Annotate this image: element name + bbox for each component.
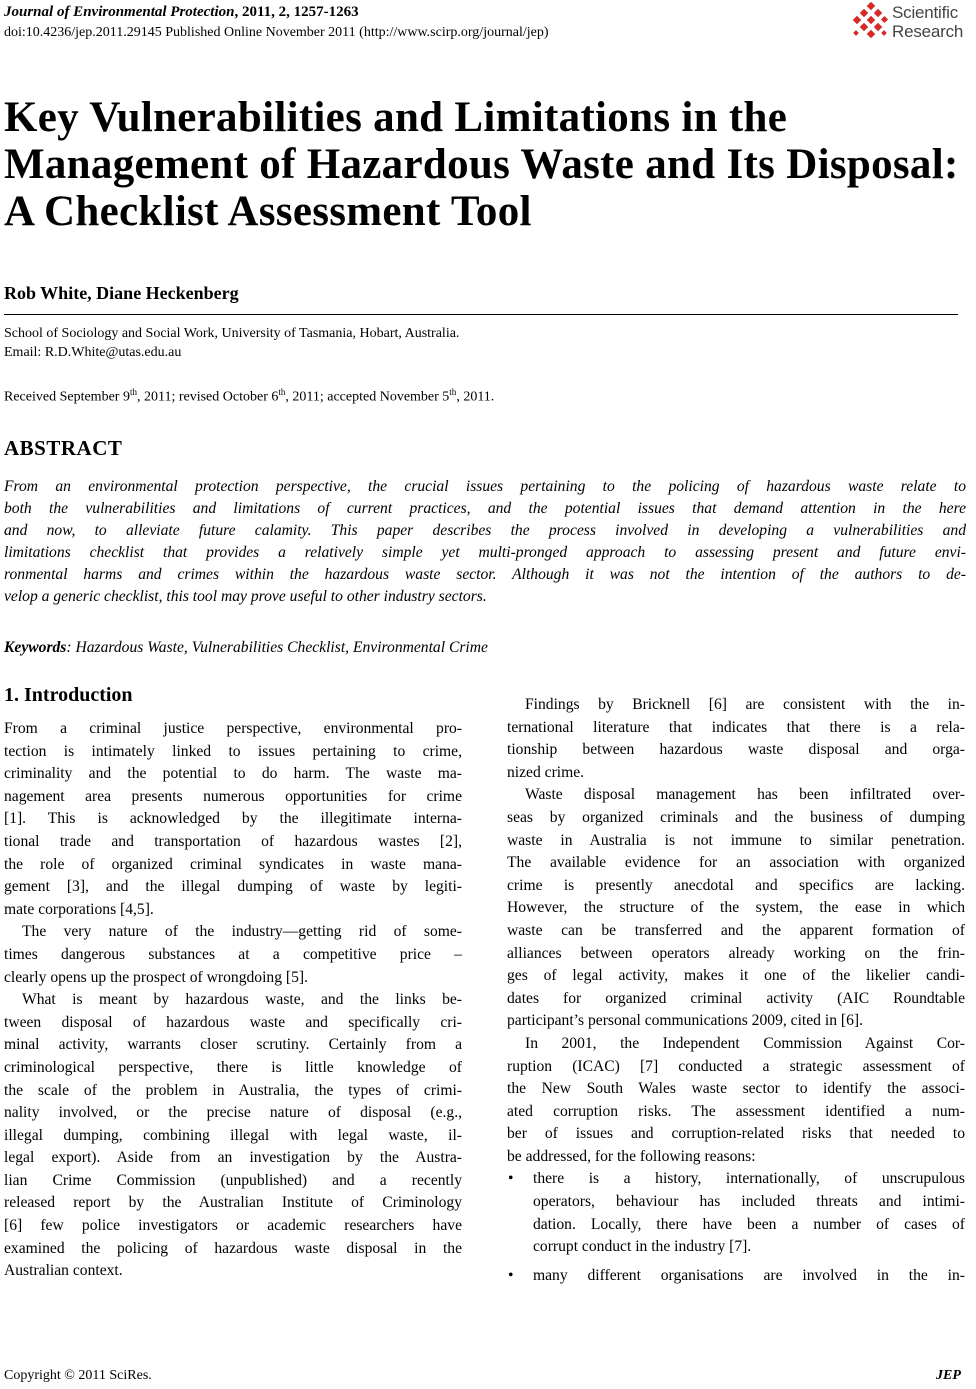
text-line: alliances between operators already working on the frin- bbox=[507, 944, 965, 962]
text-line: tional trade and transportation of hazardous wastes [2], bbox=[4, 832, 462, 850]
title-line: A Checklist Assessment Tool bbox=[4, 188, 532, 235]
affiliation: School of Sociology and Social Work, University of Tasmania, Hobart, Australia. bbox=[4, 326, 460, 341]
text-line: ternational literature that indicates that there is a rela- bbox=[507, 718, 965, 736]
text-line: However, the structure of the system, the ease in which bbox=[507, 899, 965, 917]
abstract-body bbox=[4, 476, 966, 608]
text-line: crime is presently anecdotal and specifics are lacking. bbox=[507, 876, 965, 894]
text-line: tween disposal of hazardous waste and specifically cri- bbox=[4, 1013, 462, 1031]
text-line: seas by organized criminals and the business of dumping bbox=[507, 808, 965, 826]
abstract-line: From an environmental protection perspective, the crucial issues pertaining to the policing of hazardous waste relate to bbox=[4, 478, 966, 495]
right-column bbox=[507, 694, 965, 1287]
title-line: Key Vulnerabilities and Limitations in the bbox=[4, 94, 788, 141]
publisher-logo bbox=[850, 2, 972, 44]
authors: Rob White, Diane Heckenberg bbox=[4, 283, 239, 303]
journal-volume-pages: , 2011, 2, 1257-1263 bbox=[234, 4, 359, 20]
text-line: [6] few police investigators or academic researchers have bbox=[4, 1217, 462, 1235]
logo-text-line1: Scientific bbox=[892, 3, 959, 22]
footer-copyright: Copyright © 2011 SciRes. bbox=[4, 1368, 152, 1383]
revised-text: , 2011; revised October 6 bbox=[136, 389, 279, 405]
text-line: gement [3], and the illegal dumping of waste by legiti- bbox=[4, 878, 462, 896]
text-line: Australian context. bbox=[4, 1262, 123, 1280]
paragraph bbox=[507, 694, 965, 784]
text-line: corrupt conduct in the industry [7]. bbox=[533, 1238, 752, 1256]
abstract-line: velop a generic checklist, this tool may prove useful to other industry sectors. bbox=[4, 588, 487, 605]
text-line: waste can be transferred and the apparent formation of bbox=[507, 921, 965, 939]
text-line: lian Crime Commission (unpublished) and a recently bbox=[4, 1171, 462, 1189]
paragraph bbox=[507, 1033, 965, 1169]
text-line: dates for organized criminal activity (AIC Roundtable bbox=[507, 989, 965, 1007]
text-line: released report by the Australian Institute of Criminology bbox=[4, 1194, 462, 1212]
text-line: criminality and the potential to do harm. The waste ma- bbox=[4, 765, 462, 783]
paragraph bbox=[4, 718, 462, 921]
abstract-line: ronmental harms and crimes within the hazardous waste sector. Although it was not the intention of the authors to de- bbox=[4, 566, 966, 583]
journal-citation bbox=[4, 4, 359, 21]
received-text: Received September 9 bbox=[4, 389, 130, 405]
text-line: nality involved, or the precise nature of disposal (e.g., bbox=[4, 1104, 462, 1122]
text-line: The very nature of the industry—getting rid of some- bbox=[22, 923, 462, 941]
accepted-text: , 2011; accepted November 5 bbox=[285, 389, 450, 405]
text-line: examined the policing of hazardous waste disposal in the bbox=[4, 1239, 462, 1257]
text-line: Waste disposal management has been infiltrated over- bbox=[525, 786, 965, 804]
bullet-item bbox=[507, 1168, 965, 1258]
bullet-icon: • bbox=[508, 1170, 514, 1188]
text-line: tionship between hazardous waste disposal and orga- bbox=[507, 741, 965, 759]
ordinal-suffix: th bbox=[129, 387, 137, 397]
keywords bbox=[4, 639, 488, 657]
author-divider bbox=[4, 314, 958, 315]
paragraph bbox=[507, 784, 965, 1033]
text-line: participant’s personal communications 2009, cited in [6]. bbox=[507, 1012, 863, 1030]
paragraph bbox=[4, 989, 462, 1283]
text-line: waste in Australia is not immune to similar penetration. bbox=[507, 831, 965, 849]
left-column bbox=[4, 682, 462, 1283]
section-heading-introduction: 1. Introduction bbox=[4, 684, 133, 706]
bullet-icon: • bbox=[508, 1266, 514, 1284]
text-line: many different organisations are involved in the in- bbox=[533, 1266, 965, 1284]
text-line: tection is intimately linked to issues pertaining to crime, bbox=[4, 742, 462, 760]
text-line: dation. Locally, there have been a number of cases of bbox=[533, 1215, 965, 1233]
ordinal-suffix: th bbox=[278, 387, 286, 397]
abstract-line: limitations checklist that provides a relatively simple yet multi-pronged approach to assessing present and future envi- bbox=[4, 544, 966, 561]
text-line: Findings by Bricknell [6] are consistent with the in- bbox=[525, 696, 965, 713]
author-email[interactable]: Email: R.D.White@utas.edu.au bbox=[4, 345, 182, 360]
text-line: ated corruption risks. The assessment identified a num- bbox=[507, 1102, 965, 1120]
keywords-values: : Hazardous Waste, Vulnerabilities Checklist, Environmental Crime bbox=[66, 639, 488, 656]
year-text: , 2011. bbox=[456, 389, 495, 405]
abstract-heading: ABSTRACT bbox=[4, 436, 123, 460]
text-line: nagement area presents numerous opportunities for crime bbox=[4, 787, 462, 805]
text-line: be addressed, for the following reasons: bbox=[507, 1147, 756, 1165]
text-line: The available evidence for an association with organized bbox=[507, 854, 965, 872]
text-line: nized crime. bbox=[507, 763, 585, 781]
abstract-line: both the vulnerabilities and limitations of current practices, and the potential issues that demand attention in the here bbox=[4, 500, 966, 517]
footer-journal-abbrev: JEP bbox=[936, 1368, 961, 1383]
logo-text-line2: Research bbox=[892, 22, 964, 41]
text-line: there is a history, internationally, of unscrupulous bbox=[533, 1170, 965, 1188]
text-line: criminological perspective, there is little knowledge of bbox=[4, 1058, 462, 1076]
text-line: ges of legal activity, makes it one of the likelier candi- bbox=[507, 967, 965, 985]
title-line: Management of Hazardous Waste and Its Disposal: bbox=[4, 141, 959, 188]
text-line: minal activity, warrants closer scrutiny. Certainly from a bbox=[4, 1036, 462, 1054]
abstract-line: and now, to alleviate future calamity. This paper describes the process involved in developing a vulnerabilities and bbox=[4, 522, 966, 539]
text-line: ber of issues and corruption-related risks that needed to bbox=[507, 1125, 965, 1143]
paragraph bbox=[4, 921, 462, 989]
text-line: the New South Wales waste sector to identify the associ- bbox=[507, 1080, 965, 1098]
text-line: the scale of the problem in Australia, the types of crimi- bbox=[4, 1081, 462, 1099]
text-line: From a criminal justice perspective, environmental pro- bbox=[4, 720, 462, 737]
text-line: illegal dumping, combining illegal with legal waste, il- bbox=[4, 1126, 462, 1144]
ordinal-suffix: th bbox=[449, 387, 457, 397]
text-line: mate corporations [4,5]. bbox=[4, 900, 154, 918]
paper-title bbox=[4, 94, 974, 235]
doi-line: doi:10.4236/jep.2011.29145 Published Online November 2011 (http://www.scirp.org/journal/jep) bbox=[4, 25, 549, 40]
received-dates bbox=[4, 387, 494, 406]
scientific-research-logo-icon bbox=[850, 2, 890, 44]
bullet-item bbox=[507, 1265, 965, 1288]
journal-name: Journal of Environmental Protection bbox=[4, 4, 235, 20]
text-line: operators, behaviour has included threats and intimi- bbox=[533, 1193, 965, 1211]
text-line: ruption (ICAC) [7] conducted a strategic assessment of bbox=[507, 1057, 965, 1075]
text-line: times dangerous substances at a competitive price – bbox=[4, 945, 462, 963]
text-line: In 2001, the Independent Commission Against Cor- bbox=[525, 1034, 965, 1052]
keywords-label: Keywords bbox=[4, 639, 67, 656]
text-line: What is meant by hazardous waste, and the links be- bbox=[22, 991, 462, 1009]
text-line: the role of organized criminal syndicates in waste mana- bbox=[4, 855, 462, 873]
text-line: [1]. This is acknowledged by the illegitimate interna- bbox=[4, 810, 462, 828]
text-line: clearly opens up the prospect of wrongdoing [5]. bbox=[4, 968, 308, 986]
text-line: legal export). Aside from an investigation by the Austra- bbox=[4, 1149, 462, 1167]
